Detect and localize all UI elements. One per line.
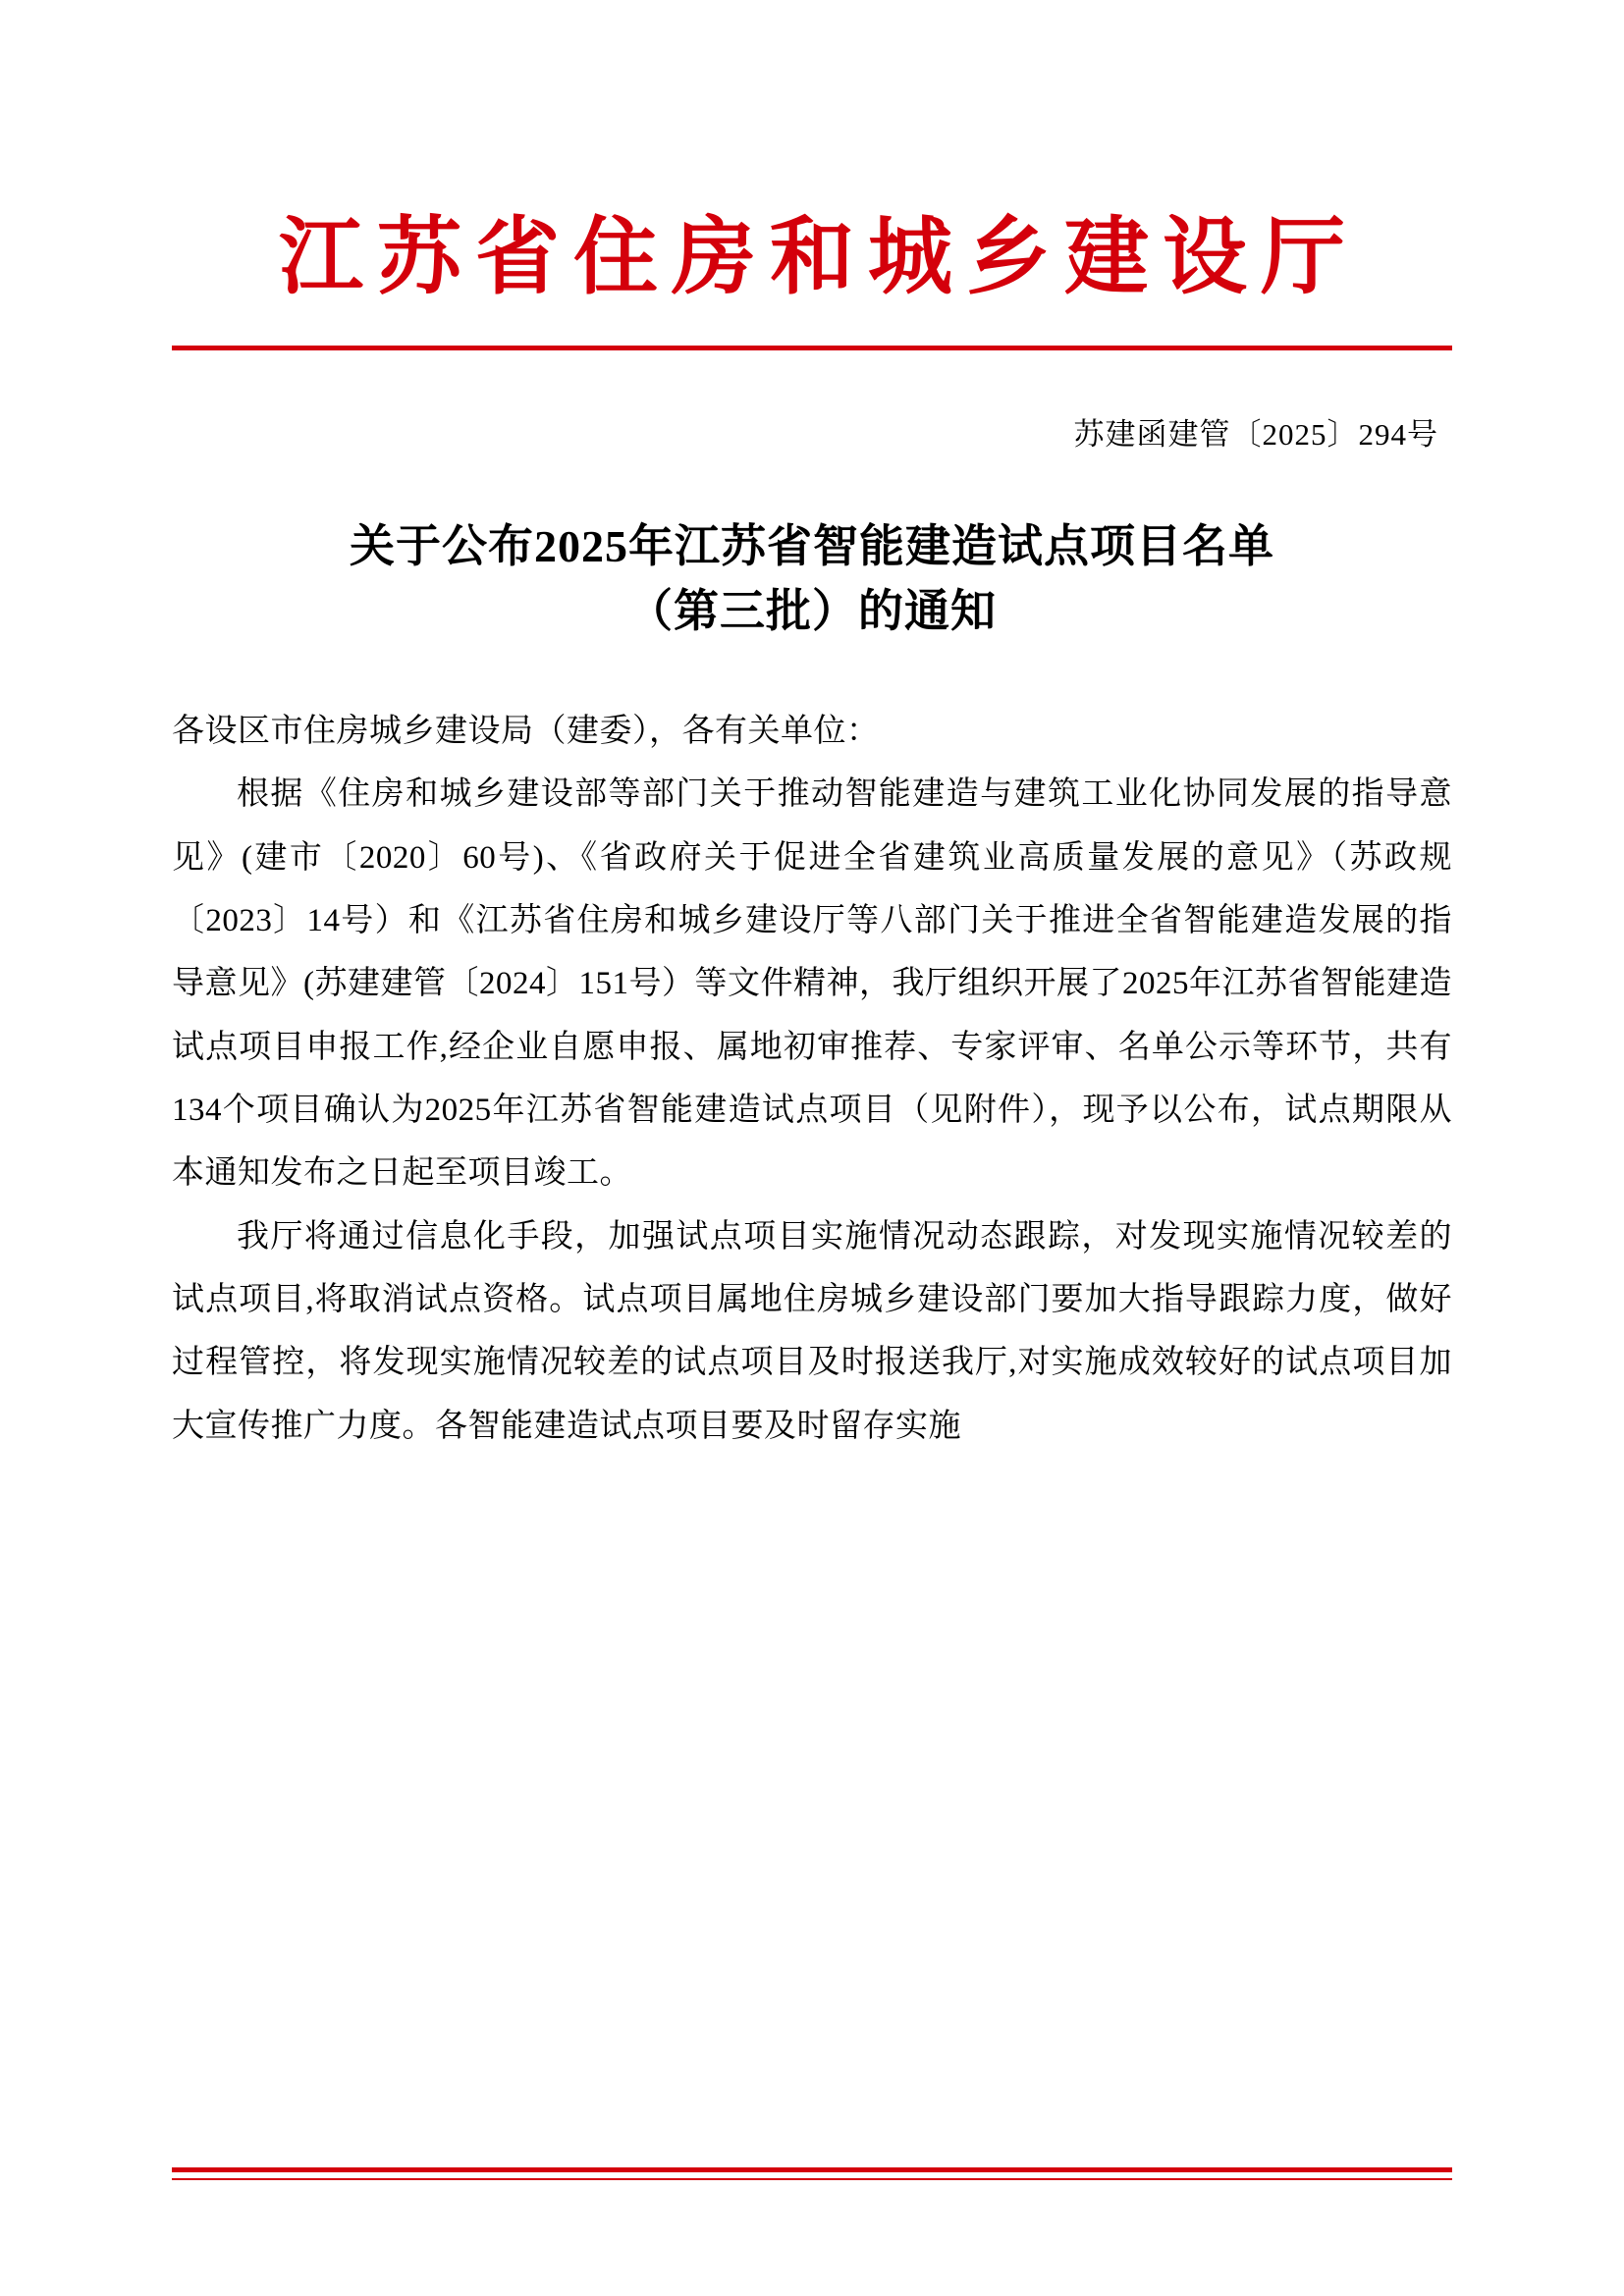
document-number: 苏建函建管〔2025〕294号	[1073, 416, 1438, 452]
footer-rules	[172, 2167, 1452, 2180]
body-paragraph-2: 我厅将通过信息化手段，加强试点项目实施情况动态跟踪，对发现实施情况较差的试点项目,将取消试点资格。试点项目属地住房城乡建设部门要加大指导跟踪力度，做好过程管控，将发现实施情况较差的试点项目及时报送我厅,对实施成效较好的试点项目加大宣传推广力度。各智能建造试点项目要及时留存实施	[172, 1218, 1452, 1444]
footer-red-rule-thick	[172, 2167, 1452, 2172]
masthead	[172, 0, 1452, 350]
page-title-line-2: （第三批）的通知	[627, 586, 997, 637]
salutation: 各设区市住房城乡建设局（建委），各有关单位：	[172, 713, 880, 749]
page-title-line-1: 关于公布2025年江苏省智能建造试点项目名单	[350, 520, 1274, 571]
body-paragraph-1: 根据《住房和城乡建设部等部门关于推动智能建造与建筑工业化协同发展的指导意见》(建市〔2020〕60号)、《省政府关于促进全省建筑业高质量发展的意见》（苏政规〔2023〕14号）和《江苏省住房和城乡建设厅等八部门关于推进全省智能建造发展的指导意见》(苏建建管〔2024〕151号）等文件精神，我厅组织开展了2025年江苏省智能建造试点项目申报工作,经企业自愿申报、属地初审推荐、专家评审、名单公示等环节，共有134个项目确认为2025年江苏省智能建造试点项目（见附件），现予以公布，试点期限从本通知发布之日起至项目竣工。	[172, 776, 1452, 1192]
masthead-red-rule	[172, 346, 1452, 350]
issuing-organization-title: 江苏省住房和城乡建设厅	[279, 210, 1359, 304]
document-body	[172, 700, 1452, 1458]
document-number-row	[172, 409, 1452, 454]
page-title	[172, 514, 1452, 645]
footer-red-rule-thin	[172, 2178, 1452, 2180]
